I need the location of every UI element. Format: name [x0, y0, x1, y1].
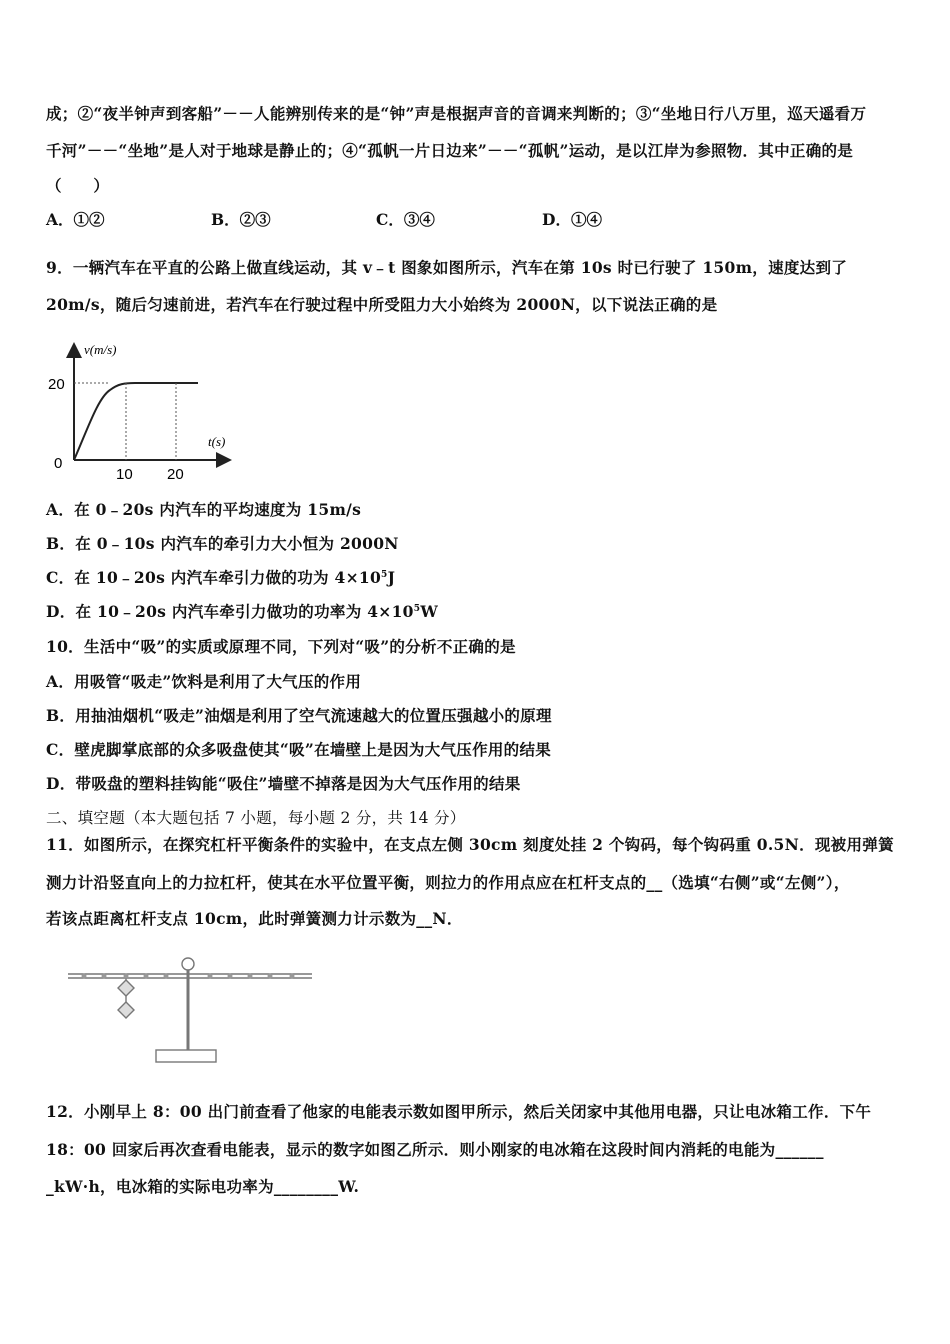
- lever-hole: [290, 974, 295, 979]
- q10-option-c[interactable]: C．壁虎脚掌底部的众多吸盘使其“吸”在墙壁上是因为大气压作用的结果: [46, 740, 552, 759]
- q11-stem-line-1: 11．如图所示，在探究杠杆平衡条件的实验中，在支点左侧 30cm 刻度处挂 2 个钩码，每个钩码重 0.5N．现被用弹簧: [46, 835, 894, 854]
- support-base: [156, 1050, 216, 1062]
- q9-vt-graph: [40, 338, 240, 488]
- q9-option-b[interactable]: B．在 0﹣10s 内汽车的牵引力大小恒为 2000N: [46, 534, 399, 553]
- q10-stem: 10．生活中“吸”的实质或原理不同，下列对“吸”的分析不正确的是: [46, 637, 516, 656]
- q8-option-c[interactable]: C．③④: [376, 210, 435, 229]
- lever-hole: [268, 974, 273, 979]
- q9-option-c-exp: 5: [381, 570, 388, 580]
- q8-text-line-2: 千河”－－“坐地”是人对于地球是静止的；④“孤帆一片日边来”－－“孤帆”运动，是以江岸为参照物．其中正确的是: [46, 141, 854, 160]
- fulcrum-knob: [182, 958, 194, 970]
- q8-answer-blank: （ ）: [46, 176, 110, 195]
- origin-label: 0: [54, 455, 63, 472]
- q8-option-a[interactable]: A．①②: [46, 210, 105, 229]
- q10-option-d[interactable]: D．带吸盘的塑料挂钩能“吸住”墙壁不掉落是因为大气压作用的结果: [46, 774, 521, 793]
- lever-hole: [124, 974, 129, 979]
- q9-option-d-unit: W: [420, 602, 439, 621]
- q8-text-line-1: 成；②“夜半钟声到客船”－－人能辨别传来的是“钟”声是根据声音的音调来判断的；③“坐地日行八万里，巡天遥看万: [46, 104, 867, 123]
- q10-option-a[interactable]: A．用吸管“吸走”饮料是利用了大气压的作用: [46, 672, 362, 691]
- velocity-curve: [74, 383, 198, 460]
- hook-weight-1: [118, 980, 134, 996]
- x-tick-20: 20: [167, 466, 184, 483]
- q12-stem-line-3: _kW·h，电冰箱的实际电功率为________W.: [46, 1177, 360, 1196]
- q9-option-c-text: C．在 10﹣20s 内汽车牵引力做的功为 4×10: [46, 568, 382, 587]
- q12-stem-line-2: 18：00 回家后再次查看电能表，显示的数字如图乙所示．则小刚家的电冰箱在这段时间内消耗的电能为______: [46, 1140, 824, 1159]
- lever-hole: [164, 974, 169, 979]
- lever-hole: [208, 974, 213, 979]
- q9-option-a[interactable]: A．在 0﹣20s 内汽车的平均速度为 15m/s: [46, 500, 362, 519]
- lever-hole: [248, 974, 253, 979]
- q9-option-c-unit: J: [387, 568, 396, 587]
- q12-stem-line-1: 12．小刚早上 8：00 出门前查看了他家的电能表示数如图甲所示，然后关闭家中其他用电器，只让电冰箱工作．下午: [46, 1102, 872, 1121]
- q10-option-b[interactable]: B．用抽油烟机“吸走”油烟是利用了空气流速越大的位置压强越小的原理: [46, 706, 552, 725]
- q9-stem-line-1: 9．一辆汽车在平直的公路上做直线运动，其 v﹣t 图象如图所示，汽车在第 10s 时已行驶了 150m，速度达到了: [46, 258, 848, 277]
- x-tick-10: 10: [116, 466, 133, 483]
- lever-hole: [144, 974, 149, 979]
- lever-hole: [102, 974, 107, 979]
- q11-stem-line-3: 若该点距离杠杆支点 10cm，此时弹簧测力计示数为__N．: [46, 909, 463, 928]
- q11-stem-line-2: 测力计沿竖直向上的力拉杠杆，使其在水平位置平衡，则拉力的作用点应在杠杆支点的__（选填“右侧”或“左侧”），: [46, 873, 850, 892]
- q9-stem-line-2: 20m/s，随后匀速前进，若汽车在行驶过程中所受阻力大小始终为 2000N，以下说法正确的是: [46, 295, 718, 314]
- q9-option-d-text: D．在 10﹣20s 内汽车牵引力做功的功率为 4×10: [46, 602, 414, 621]
- q9-option-d-exp: 5: [413, 604, 421, 614]
- section-2-heading: 二、填空题（本大题包括 7 小题，每小题 2 分，共 14 分）: [46, 809, 466, 827]
- lever-hole: [228, 974, 233, 979]
- x-axis-label: t(s): [208, 434, 226, 449]
- q8-option-b[interactable]: B．②③: [211, 210, 271, 229]
- q9-option-d[interactable]: [46, 600, 438, 622]
- y-tick-20: 20: [48, 376, 65, 393]
- lever-hole: [82, 974, 87, 979]
- q8-option-d[interactable]: D．①④: [542, 210, 602, 229]
- y-axis-label: v(m/s): [84, 342, 117, 357]
- hook-weight-2: [118, 1002, 134, 1018]
- q9-option-c[interactable]: [46, 566, 395, 588]
- q11-lever-figure: [60, 948, 320, 1073]
